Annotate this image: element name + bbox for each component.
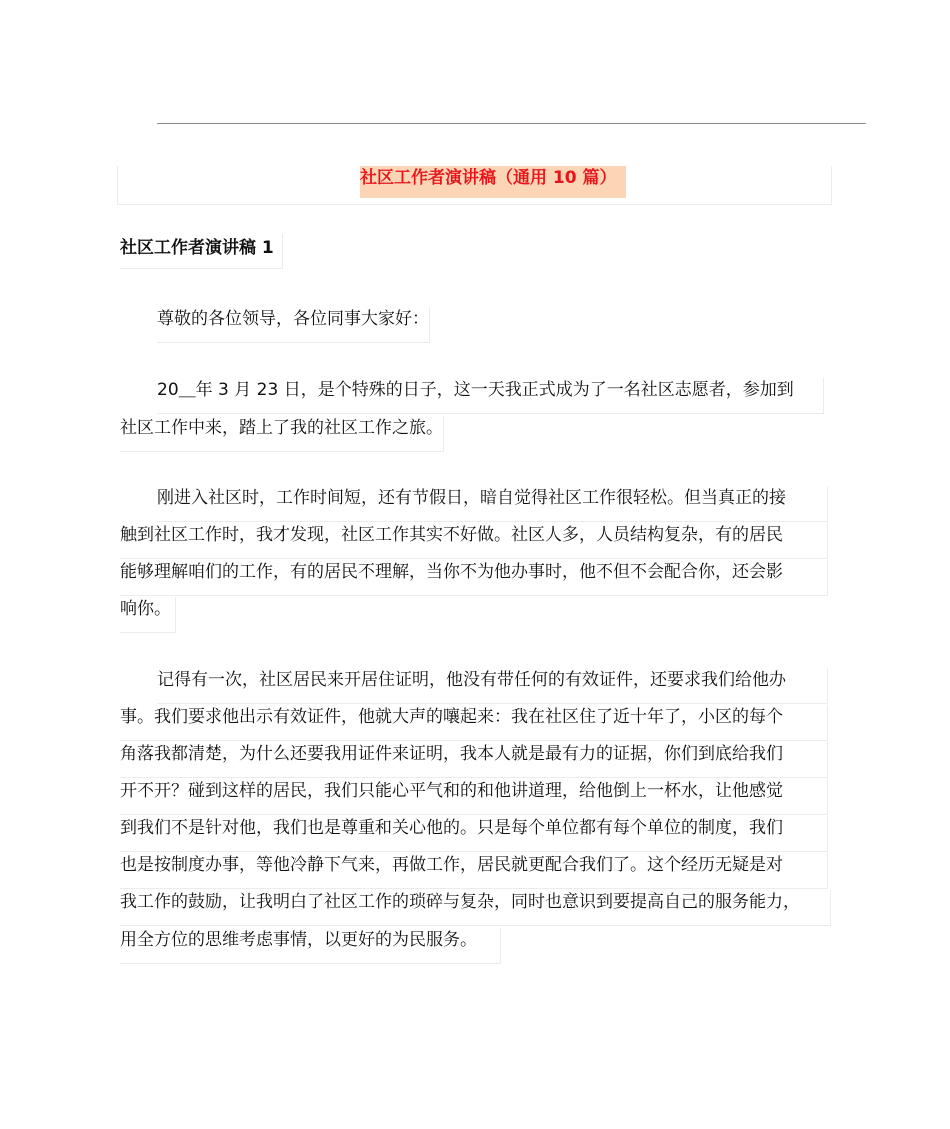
paragraph-2-line-3: 能够理解咱们的工作，有的居民不理解，当你不为他办事时，他不但不会配合你，还会影 [120, 560, 828, 596]
paragraph-3-line-4: 开不开？碰到这样的居民，我们只能心平气和的和他讲道理，给他倒上一杯水，让他感觉 [120, 779, 828, 815]
header-rule [157, 123, 866, 124]
paragraph-1-line-2: 社区工作中来，踏上了我的社区工作之旅。 [120, 416, 444, 452]
paragraph-1-line-1: 20＿年 3 月 23 日，是个特殊的日子，这一天我正式成为了一名社区志愿者，参加到 [157, 378, 824, 414]
greeting-line: 尊敬的各位领导，各位同事大家好： [157, 307, 430, 343]
paragraph-3-line-6: 也是按制度办事，等他冷静下气来，再做工作，居民就更配合我们了。这个经历无疑是对 [120, 853, 828, 889]
paragraph-3-line-8: 用全方位的思维考虑事情，以更好的为民服务。 [120, 928, 501, 964]
paragraph-2-line-2: 触到社区工作时，我才发现，社区工作其实不好做。社区人多，人员结构复杂，有的居民 [120, 523, 828, 559]
section-heading: 社区工作者演讲稿 1 [120, 234, 283, 269]
paragraph-2-line-4: 响你。 [120, 597, 176, 633]
paragraph-3-line-1: 记得有一次，社区居民来开居住证明，他没有带任何的有效证件，还要求我们给他办 [157, 668, 828, 704]
document-title: 社区工作者演讲稿（通用 10 篇） [360, 168, 617, 188]
paragraph-2-line-1: 刚进入社区时，工作时间短，还有节假日，暗自觉得社区工作很轻松。但当真正的接 [157, 486, 828, 522]
paragraph-3-line-7: 我工作的鼓励，让我明白了社区工作的琐碎与复杂，同时也意识到要提高自己的服务能力， [120, 890, 831, 926]
paragraph-3-line-2: 事。我们要求他出示有效证件，他就大声的嚷起来：我在社区住了近十年了，小区的每个 [120, 705, 828, 741]
paragraph-3-line-5: 到我们不是针对他，我们也是尊重和关心他的。只是每个单位都有每个单位的制度，我们 [120, 816, 828, 852]
paragraph-3-line-3: 角落我都清楚，为什么还要我用证件来证明，我本人就是最有力的证据，你们到底给我们 [120, 742, 828, 778]
